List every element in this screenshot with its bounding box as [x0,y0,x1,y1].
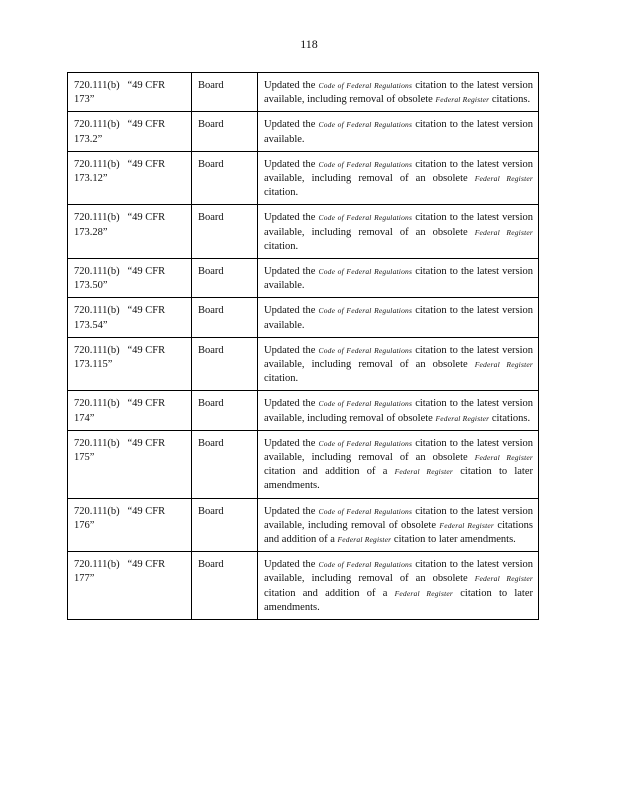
description-text: Updated the [264,212,319,224]
description-text: citation to the latest version available. [264,266,533,292]
table-row [68,151,539,205]
description-text: citation to the latest version available, including removal of obsolete [264,398,533,424]
citation-title: Code of Federal Regulations [318,159,413,169]
section-number: 720.111(b) [74,158,120,170]
citation-title: Code of Federal Regulations [318,267,413,277]
citation-title: Federal Register [474,574,534,584]
change-description-cell [258,391,539,430]
section-number: 720.111(b) [74,266,120,278]
cfr-reference: “49 CFR 173.28” [74,212,166,238]
citation-title: Code of Federal Regulations [318,560,413,570]
citation-title: Federal Register [474,453,534,463]
changed-by-cell: Board [192,112,258,151]
description-text: citation to the latest version available, including removal of obsolete [264,505,533,531]
citation-title: Code of Federal Regulations [318,213,413,223]
change-description-cell [258,151,539,205]
description-text: citation to the latest version available. [264,305,533,331]
section-reference-cell [68,498,192,552]
citation-title: Federal Register [394,467,454,477]
citation-title: Federal Register [435,95,490,105]
section-reference-cell [68,73,192,112]
description-text: citation. [264,240,299,252]
section-reference-cell [68,205,192,259]
description-text: citations. [489,94,531,106]
description-text: Updated the [264,559,319,571]
section-number: 720.111(b) [74,80,120,91]
cfr-reference: “49 CFR 173” [74,80,166,106]
description-text: citation to the latest version available, including removal of an obsolete [264,437,533,464]
description-text: citation. [264,373,299,385]
table-row [68,73,539,112]
description-text: citations and addition of a [264,519,534,546]
section-number: 720.111(b) [74,559,120,571]
change-description-cell [258,205,539,259]
section-number: 720.111(b) [74,344,120,356]
table-row [68,259,539,298]
description-text: Updated the [264,505,319,517]
change-description-cell [258,337,539,391]
section-reference-cell [68,298,192,337]
description-text: citation to the latest version available. [264,119,533,145]
changed-by-cell: Board [192,151,258,205]
cfr-reference: “49 CFR 173.115” [74,344,166,371]
description-text: Updated the [264,344,319,356]
citation-title: Federal Register [474,360,534,370]
description-text: Updated the [264,266,319,278]
description-text: citation to the latest version available, including removal of an obsolete [264,158,533,185]
section-number: 720.111(b) [74,212,120,224]
change-description-cell [258,298,539,337]
citation-title: Code of Federal Regulations [318,120,413,130]
description-text: citation. [264,187,299,199]
description-text: citation to later amendments. [391,534,516,546]
description-text: Updated the [264,437,319,449]
table-row [68,337,539,391]
table-row [68,205,539,259]
citation-title: Code of Federal Regulations [318,81,413,90]
citation-title: Federal Register [474,174,534,184]
cfr-reference: “49 CFR 173.54” [74,305,166,331]
citation-title: Federal Register [439,520,495,530]
cfr-reference: “49 CFR 174” [74,398,166,424]
section-number: 720.111(b) [74,505,120,517]
description-text: citation to later amendments. [264,466,533,492]
description-text: Updated the [264,80,319,91]
description-text: citation and addition of a [264,587,395,599]
citation-title: Federal Register [435,413,490,423]
citation-title: Federal Register [474,227,534,237]
description-text: citation and addition of a [264,466,395,478]
changed-by-cell: Board [192,259,258,298]
citation-title: Code of Federal Regulations [318,399,413,409]
table-row [68,391,539,430]
change-description-cell [258,498,539,552]
citation-title: Code of Federal Regulations [318,506,413,516]
table-row [68,552,539,620]
cfr-reference: “49 CFR 176” [74,505,166,531]
section-reference-cell [68,552,192,620]
cfr-reference: “49 CFR 175” [74,437,166,464]
citation-title: Federal Register [394,588,454,598]
section-reference-cell [68,430,192,498]
changed-by-cell: Board [192,498,258,552]
changed-by-cell: Board [192,73,258,112]
section-reference-cell [68,259,192,298]
citation-title: Federal Register [337,535,392,545]
table-row [68,112,539,151]
change-description-cell [258,552,539,620]
changes-table [67,72,539,620]
change-description-cell [258,430,539,498]
citation-title: Code of Federal Regulations [318,345,413,355]
changed-by-cell: Board [192,337,258,391]
section-number: 720.111(b) [74,119,120,131]
description-text: citations. [489,412,531,424]
cfr-reference: “49 CFR 173.2” [74,119,166,145]
changes-table-body [68,73,539,620]
description-text: citation to the latest version available, including removal of an obsolete [264,212,533,238]
citation-title: Code of Federal Regulations [318,438,413,448]
section-number: 720.111(b) [74,437,120,449]
changed-by-cell: Board [192,205,258,259]
description-text: Updated the [264,158,319,170]
section-reference-cell [68,337,192,391]
change-description-cell [258,73,539,112]
changed-by-cell: Board [192,430,258,498]
section-number: 720.111(b) [74,305,120,317]
change-description-cell [258,259,539,298]
page-number: 118 [300,37,318,51]
description-text: citation to later amendments. [264,587,533,613]
table-row [68,430,539,498]
cfr-reference: “49 CFR 173.12” [74,158,166,185]
description-text: Updated the [264,119,319,131]
section-reference-cell [68,391,192,430]
description-text: citation to the latest version available, including removal of an obsolete [264,559,533,585]
changed-by-cell: Board [192,391,258,430]
changed-by-cell: Board [192,552,258,620]
changed-by-cell: Board [192,298,258,337]
change-description-cell [258,112,539,151]
table-row [68,298,539,337]
cfr-reference: “49 CFR 173.50” [74,266,166,292]
description-text: citation to the latest version available, including removal of obsolete [264,80,533,106]
table-row [68,498,539,552]
cfr-reference: “49 CFR 177” [74,559,166,585]
description-text: Updated the [264,398,319,410]
section-number: 720.111(b) [74,398,120,410]
section-reference-cell [68,112,192,151]
description-text: Updated the [264,305,319,317]
section-reference-cell [68,151,192,205]
description-text: citation to the latest version available, including removal of an obsolete [264,344,533,371]
citation-title: Code of Federal Regulations [318,306,413,316]
